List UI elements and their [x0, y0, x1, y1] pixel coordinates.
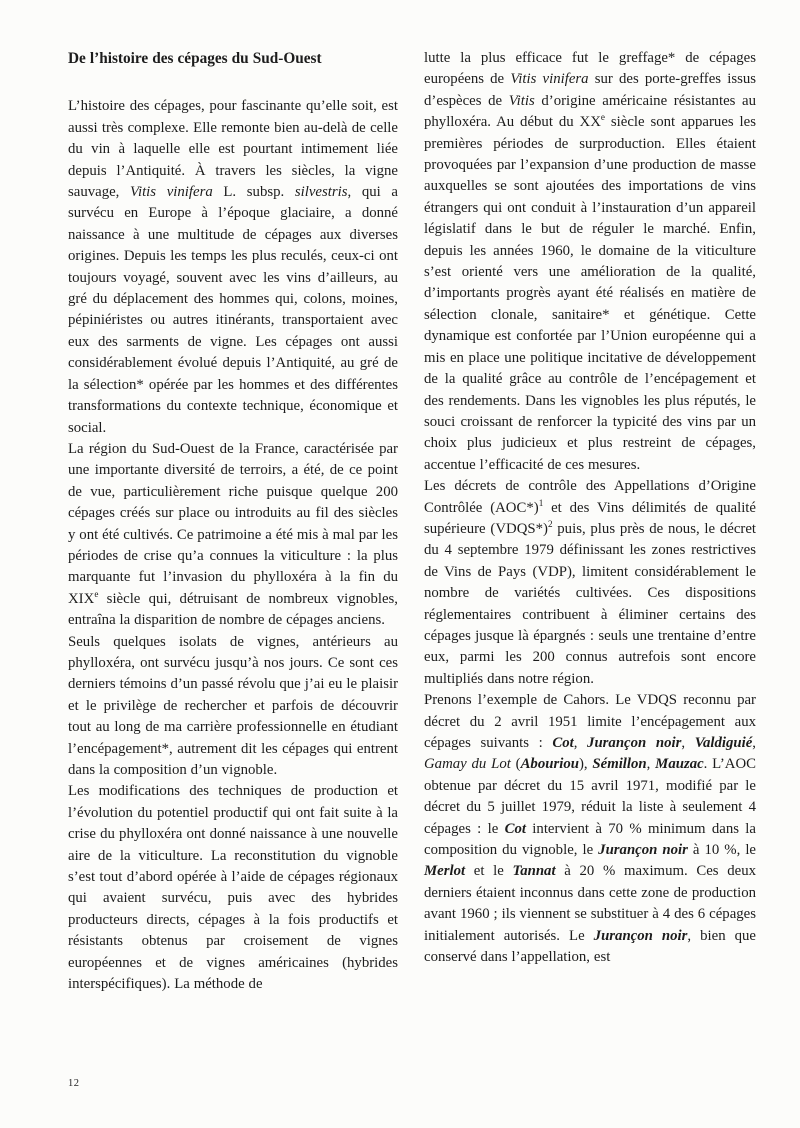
- text-run: Seuls quelques isolats de vignes, antérieurs au phylloxéra, ont survécu jusqu’à nos jours. Ce sont ces derniers témoins d’un passé révolu que j’ai eu le plaisir et le privilège de rechercher et parfois de découvrir tout au long de ma carrière professionnelle en étudiant l’encépagement*, autrement dit les cépages qui entrent dans la composition d’un vignoble.: [68, 633, 398, 778]
- text-run: sur des porte-greffes issus d’espèces de: [424, 71, 756, 109]
- text-run: siècle qui, détruisant de nombreux vignobles, entraîna la disparition de nombre de cépages anciens.: [68, 590, 398, 629]
- text-run-bi: Jurançon noir: [593, 927, 688, 944]
- text-run-sup: 2: [547, 519, 553, 530]
- text-run-bi: Jurançon noir: [598, 842, 688, 859]
- text-run: L’histoire des cépages, pour fascinante qu’elle soit, est aussi très complexe. Elle remonte bien au-delà de celle du vin à laquelle elle est pourtant intimement liée depuis l’Antiquité. À travers les siècles, la vigne sauvage,: [68, 98, 398, 201]
- paragraph: [424, 48, 756, 476]
- paragraph: [68, 781, 398, 995]
- text-run-bi: Mauzac: [655, 756, 704, 773]
- paragraph: [424, 476, 756, 690]
- text-run-bi: Cot: [504, 820, 526, 837]
- text-run: , qui a survécu en Europe à l’époque glaciaire, a donné naissance à une multitude de cépages aux diverses origines. Depuis les temps les plus reculés, ceux-ci ont toujours voyagé, souvent avec les vins d’ailleurs, au gré du déplacement des hommes qui, colons, moines, pépiniéristes ou autres itinérants, transportaient avec eux des sarments de vigne. Les cépages ont aussi considérablement évolué depuis l’Antiquité, au gré de la sélection* opérée par les hommes et des différentes transformations du contexte technique, économique et social.: [68, 184, 398, 436]
- paragraph: [68, 439, 398, 632]
- text-run: ,: [646, 756, 656, 773]
- text-run-bi: Tannat: [512, 863, 556, 880]
- text-run: Les décrets de contrôle des Appellations d’Origine Contrôlée (AOC*): [424, 478, 756, 516]
- right-paragraphs: [424, 48, 756, 968]
- text-run: . L’AOC obtenue par décret du 15 avril 1971, modifié par le décret du 5 juillet 1979, réduit la liste à seulement 4 cépages : le: [424, 756, 757, 837]
- text-run-bi: Sémillon: [592, 756, 647, 773]
- text-run-i: Vitis vinifera: [510, 71, 589, 88]
- section-heading: De l’histoire des cépages du Sud-Ouest: [68, 50, 322, 67]
- page-number: 12: [68, 1078, 80, 1089]
- paragraph: [68, 96, 398, 439]
- text-run: puis, plus près de nous, le décret du 4 septembre 1979 définissant les zones restrictives de Vins de Pays (VDP), limitent considérablement le nombre de variétés cultivées. Ces dispositions réglementaires contribuent à éliminer certains des cépages jusque là épargnés : seuls une trentaine d’entre eux, parmi les 200 connus autrefois sont encore multipliés dans notre région.: [424, 520, 757, 687]
- text-run: Prenons l’exemple de Cahors. Le VDQS reconnu par décret du 2 avril 1951 limite l’encépagement aux cépages suivants :: [424, 692, 756, 751]
- text-run-i: Vitis: [508, 92, 535, 109]
- text-run: ,: [573, 735, 588, 751]
- text-run: , bien que conservé dans l’appellation, est: [424, 927, 756, 966]
- text-run-sup: 1: [538, 497, 544, 508]
- text-run: siècle sont apparues les premières périodes de surproduction. Elles étaient provoquées par l’expansion d’une production de masse auxquelles se sont ajoutées des importations de vins étrangers qui ont conduit à l’instauration d’un appareil législatif dans le but de réguler le marché. Enfin, depuis les années 1960, le domaine de la viticulture s’est orienté vers une amélioration de la qualité, d’importants progrès ayant été réalisés en matière de sélection clonale, sanitaire* et génétique. Cette dynamique est confortée par l’Union européenne qui a mis en place une politique incitative de développement de la qualité grâce au contrôle de l’encépagement et des rendements. Dans les vignobles les plus réputés, le souci croissant de renforcer la typicité des vins par un choix plus judicieux et plus restreint de cépages, accentue l’efficacité de ces mesures.: [424, 114, 756, 473]
- text-run: et le: [465, 863, 513, 880]
- text-run-sup: e: [600, 112, 605, 123]
- text-run-bi: Merlot: [424, 863, 466, 880]
- column-left: [68, 48, 398, 995]
- text-run: ,: [681, 735, 695, 751]
- text-run: ),: [578, 756, 593, 773]
- text-run: Les modifications des techniques de production et l’évolution du potentiel productif qui ont fait suite à la crise du phylloxéra ont donné naissance à une nouvelle aire de la viticulture. La reconstitution du vignoble s’est tout d’abord opérée à l’aide de cépages régionaux qui avaient survécu, puis avec des hybrides producteurs directs, cépages à la fois productifs et résistants obtenus par croisement de vignes européennes et de vignes américaines (hybrides interspécifiques). La méthode de: [68, 783, 398, 993]
- text-run: d’origine américaine résistantes au phylloxéra. Au début du XX: [424, 92, 756, 131]
- text-run: L. subsp.: [212, 184, 295, 201]
- left-paragraphs: [68, 96, 398, 995]
- text-run: à 20 % maximum. Ces deux derniers étaient inconnus dans cette zone de production avant 1960 ; ils viennent se substituer à 4 des 6 cépages initialement autorisés. Le: [424, 863, 756, 944]
- text-run-bi: Cot: [552, 735, 574, 751]
- text-run-i: Gamay du Lot: [424, 756, 511, 773]
- text-run-bi: Abouriou: [520, 756, 579, 773]
- text-run: lutte la plus efficace fut le greffage* de cépages européens de: [424, 50, 756, 88]
- text-run: La région du Sud-Ouest de la France, caractérisée par une importante diversité de terroirs, a été, de ce point de vue, particulièrement riche puisque quelque 200 cépages créés sur place ou introduits au fil des siècles y ont été cultivés. Ce patrimoine a été mis à mal par les périodes de crise qu’a connues la viticulture : la plus marquante fut l’invasion du phylloxéra à la fin du XIX: [68, 440, 398, 607]
- text-run-bi: Jurançon noir: [587, 735, 682, 751]
- text-run-i: silvestris: [294, 184, 348, 201]
- paragraph: [68, 632, 398, 782]
- text-run: intervient à 70 % minimum dans la composition du vignoble, le: [424, 820, 756, 859]
- text-run-bi: Valdiguié: [694, 735, 753, 751]
- two-column-layout: [68, 48, 756, 995]
- paragraph: [424, 690, 756, 968]
- column-right: [424, 48, 756, 968]
- text-run: à 10 %, le: [687, 842, 757, 859]
- text-run: (: [510, 756, 521, 773]
- text-run: ,: [752, 735, 756, 751]
- text-run: et des Vins délimités de qualité supérieure (VDQS*): [424, 499, 756, 537]
- text-run-i: Vitis vinifera: [130, 184, 213, 201]
- text-run-sup: e: [94, 588, 99, 599]
